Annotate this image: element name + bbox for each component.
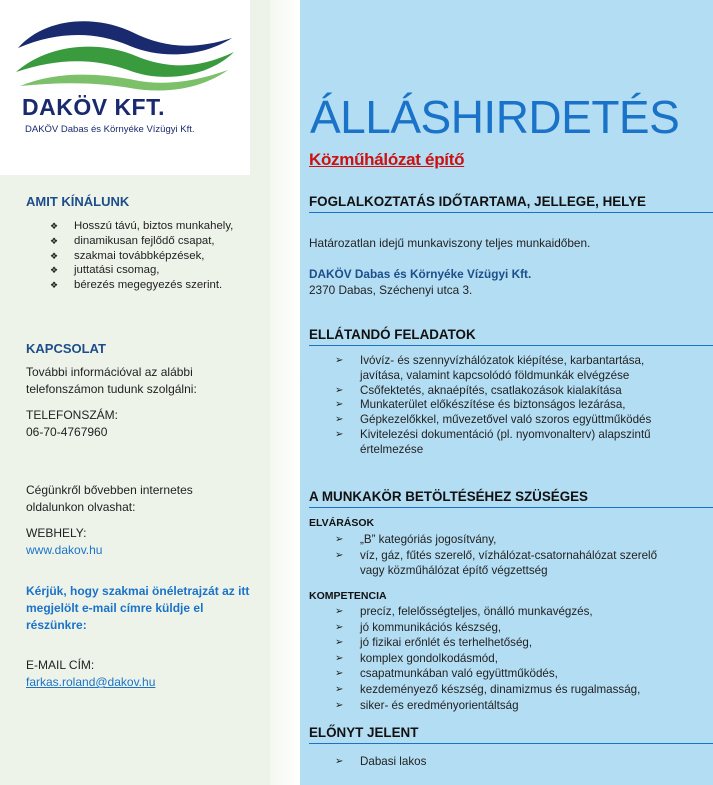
list-item: ❖ szakmai továbbképzések, bbox=[50, 249, 233, 264]
requirements-heading: A MUNKAKÖR BETÖLTÉSÉHEZ SZÜSÉGES bbox=[309, 486, 713, 508]
phone-number: 06-70-4767960 bbox=[26, 425, 108, 439]
employment-location bbox=[309, 266, 531, 298]
text-line: vagy közműhálózat építő végzettség bbox=[360, 564, 548, 578]
text-line: telefonszámon tudunk szolgálni: bbox=[26, 382, 197, 396]
logo-name: DAKÖV KFT. bbox=[22, 94, 165, 120]
offer-heading: AMIT KÍNÁLUNK bbox=[26, 194, 130, 209]
list-item: ❖ bérezés megegyezés szerint. bbox=[50, 278, 233, 293]
contact-heading: KAPCSOLAT bbox=[26, 341, 106, 356]
list-item: ➢ komplex gondolkodásmód, bbox=[335, 651, 640, 667]
employment-heading: FOGLALKOZTATÁS IDŐTARTAMA, JELLEGE, HELYE bbox=[309, 191, 713, 213]
tasks-list bbox=[335, 354, 695, 458]
list-item bbox=[335, 398, 695, 413]
text-line: További információval az alábbi bbox=[26, 365, 193, 379]
logo-subtitle: DAKÖV Dabas és Környéke Vízügyi Kft. bbox=[25, 124, 195, 135]
competence-label: KOMPETENCIA bbox=[309, 590, 387, 602]
list-item: ➢ Dabasi lakos bbox=[335, 754, 426, 769]
list-item bbox=[335, 413, 695, 428]
text-line: Cégünkről bővebben internetes bbox=[26, 483, 193, 497]
text-line: oldalunkon olvashat: bbox=[26, 500, 136, 514]
text-line: ➢ Csőfektetés, aknaépítés, csatlakozások kialakítása bbox=[360, 383, 622, 397]
competence-list bbox=[335, 604, 640, 713]
text-line: javítása, valamint kapcsolódó földmunkák elvégzése bbox=[360, 368, 630, 382]
website-link[interactable]: www.dakov.hu bbox=[26, 543, 103, 557]
list-item bbox=[335, 384, 695, 399]
text-line: ➢ „B” kategóriás jogosítvány, bbox=[360, 533, 497, 546]
list-item: ❖ juttatási csomag, bbox=[50, 263, 233, 278]
text-line: megjelölt e-mail címre küldje el bbox=[26, 601, 204, 615]
text-line: értelmezése bbox=[360, 442, 424, 456]
advantage-list bbox=[335, 754, 426, 769]
list-item: ➢ kezdeményező készség, dinamizmus és rugalmasság, bbox=[335, 682, 640, 698]
email-link[interactable]: farkas.roland@dakov.hu bbox=[26, 675, 156, 689]
list-item: ➢ precíz, felelősségteljes, önálló munkavégzés, bbox=[335, 604, 640, 620]
contact-info bbox=[26, 364, 197, 398]
list-item bbox=[335, 354, 695, 384]
web-info bbox=[26, 482, 193, 516]
list-item: ➢ jó fizikai erőnlét és terhelhetőség, bbox=[335, 635, 640, 651]
phone-label: TELEFONSZÁM: bbox=[26, 408, 119, 422]
text-line: ➢ Ivóvíz- és szennyvízhálózatok kiépítése, karbantartása, bbox=[360, 354, 645, 367]
list-item: ➢ csapatmunkában való együttműködés, bbox=[335, 666, 640, 682]
tasks-heading: ELLÁTANDÓ FELADATOK bbox=[309, 324, 713, 346]
list-item: ❖ Hosszú távú, biztos munkahely, bbox=[50, 219, 233, 234]
cv-note bbox=[26, 583, 249, 634]
company-address: 2370 Dabas, Széchenyi utca 3. bbox=[309, 283, 473, 297]
advantage-heading: ELŐNYT JELENT bbox=[309, 722, 713, 744]
list-item: ❖ dinamikusan fejlődő csapat, bbox=[50, 234, 233, 249]
phone-block bbox=[26, 407, 118, 441]
text-line: ➢ víz, gáz, fűtés szerelő, vízhálózat-csatornahálózat szerelő bbox=[360, 548, 658, 562]
offer-list bbox=[50, 219, 233, 293]
company-name: DAKÖV Dabas és Környéke Vízügyi Kft. bbox=[309, 267, 532, 281]
job-title: Közműhálózat építő bbox=[309, 150, 465, 169]
text-line: részünkre: bbox=[26, 618, 87, 632]
list-item: ➢ jó kommunikációs készség, bbox=[335, 620, 640, 636]
expectations-list bbox=[335, 532, 657, 579]
list-item bbox=[335, 532, 657, 548]
sidebar-edge bbox=[270, 0, 300, 785]
expectations-label: ELVÁRÁSOK bbox=[309, 517, 375, 529]
web-label: WEBHELY: bbox=[26, 526, 87, 540]
email-block bbox=[26, 657, 155, 691]
list-item: ➢ siker- és eredményorientáltság bbox=[335, 698, 640, 714]
logo-waves-icon bbox=[14, 14, 236, 94]
list-item bbox=[335, 548, 657, 579]
company-logo bbox=[0, 0, 250, 175]
text-line: Kérjük, hogy szakmai önéletrajzát az itt bbox=[26, 584, 250, 598]
page-title: ÁLLÁSHIRDETÉS bbox=[310, 91, 680, 143]
text-line: ➢ Gépkezelőkkel, művezetővel való szoros együttműködés bbox=[360, 413, 652, 427]
list-item bbox=[335, 428, 695, 458]
employment-type: Határozatlan idejű munkaviszony teljes munkaidőben. bbox=[309, 236, 591, 250]
email-label: E-MAIL CÍM: bbox=[26, 658, 95, 672]
web-block bbox=[26, 525, 102, 559]
text-line: ➢ Munkaterület előkészítése és biztonságos lezárása, bbox=[360, 398, 626, 412]
text-line: ➢ Kivitelezési dokumentáció (pl. nyomvonalterv) alapszintű bbox=[360, 427, 651, 441]
